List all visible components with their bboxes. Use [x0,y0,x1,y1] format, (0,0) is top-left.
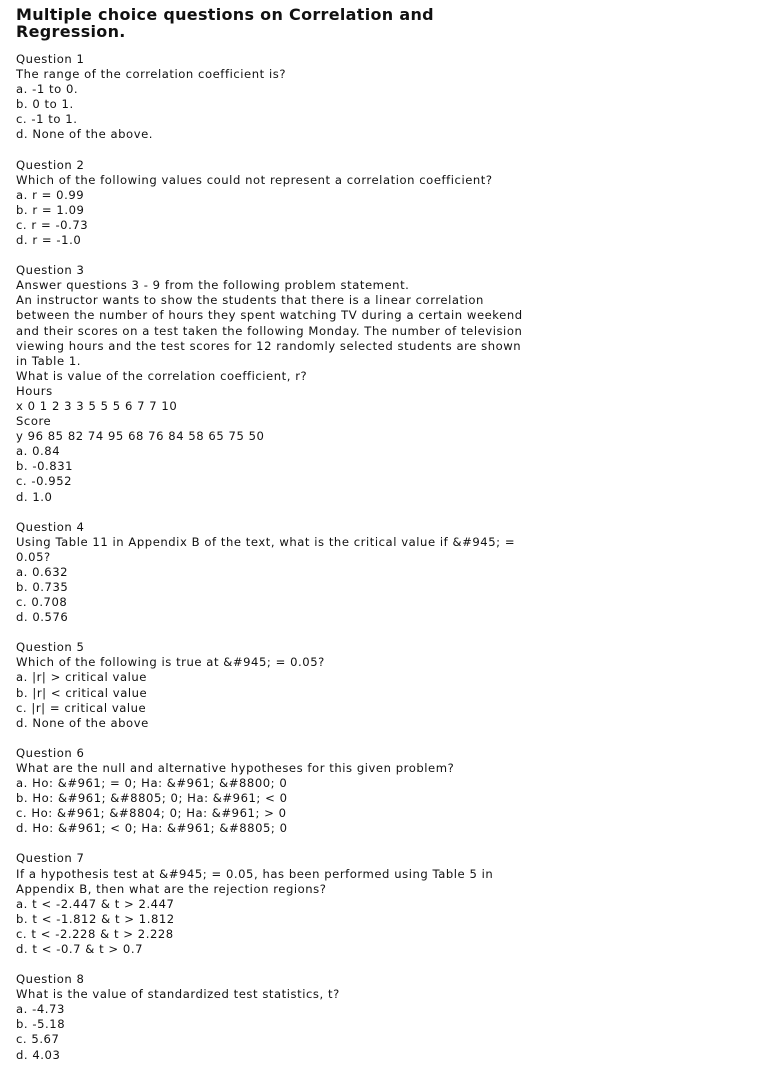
option-c: c. -0.952 [16,474,73,489]
question-2 [16,158,756,249]
option-b: b. Ho: &#961; &#8805; 0; Ha: &#961; < 0 [16,791,288,806]
option-a: a. -1 to 0. [16,82,79,97]
question-heading: Question 4 [16,519,85,534]
option-c: c. t < -2.228 & t > 2.228 [16,926,174,941]
option-b: b. |r| < critical value [16,685,148,700]
question-heading: Question 6 [16,745,85,760]
question-text: What are the null and alternative hypotheses for this given problem? [16,760,455,775]
title-line: Regression. [16,22,126,41]
question-heading: Question 2 [16,157,85,172]
question-text: in Table 1. [16,353,82,368]
option-d: d. Ho: &#961; < 0; Ha: &#961; &#8805; 0 [16,821,288,836]
option-c: c. Ho: &#961; &#8804; 0; Ha: &#961; > 0 [16,806,287,821]
question-1 [16,52,756,143]
question-text: Appendix B, then what are the rejection regions? [16,881,327,896]
question-8 [16,972,756,1063]
option-a: a. Ho: &#961; = 0; Ha: &#961; &#8800; 0 [16,776,288,791]
table-row-y: y 96 85 82 74 95 68 76 84 58 65 75 50 [16,429,265,444]
question-text: between the number of hours they spent watching TV during a certain weekend [16,308,523,323]
question-heading: Question 1 [16,52,85,66]
question-text: If a hypothesis test at &#945; = 0.05, has been performed using Table 5 in [16,866,494,881]
question-text: 0.05? [16,549,51,564]
question-text: Which of the following is true at &#945; = 0.05? [16,655,325,670]
option-a: a. -4.73 [16,1002,65,1017]
option-b: b. 0 to 1. [16,97,74,112]
option-a: a. |r| > critical value [16,670,147,685]
question-text: What is the value of standardized test statistics, t? [16,987,340,1002]
question-4 [16,520,756,626]
option-b: b. r = 1.09 [16,202,85,217]
option-a: a. t < -2.447 & t > 2.447 [16,896,175,911]
question-text: An instructor wants to show the students that there is a linear correlation [16,293,484,308]
question-5 [16,640,756,731]
option-c: c. -1 to 1. [16,112,78,127]
question-text: What is value of the correlation coefficient, r? [16,368,308,383]
option-b: b. -5.18 [16,1017,66,1032]
option-a: a. 0.632 [16,564,69,579]
document-title [16,6,756,40]
option-d: d. None of the above. [16,127,154,142]
question-text: Using Table 11 in Appendix B of the text, what is the critical value if &#945; = [16,534,516,549]
document-page [16,6,756,1078]
option-d: d. t < -0.7 & t > 0.7 [16,941,144,956]
option-c: c. |r| = critical value [16,700,147,715]
option-c: c. r = -0.73 [16,217,89,232]
option-d: d. 1.0 [16,489,53,504]
option-b: b. t < -1.812 & t > 1.812 [16,911,175,926]
table-label-score: Score [16,414,52,429]
question-3 [16,263,756,505]
question-text: Which of the following values could not represent a correlation coefficient? [16,172,493,187]
table-label-hours: Hours [16,383,53,398]
question-text: and their scores on a test taken the following Monday. The number of television [16,323,523,338]
option-b: b. 0.735 [16,580,69,594]
question-heading: Question 5 [16,640,85,655]
option-b: b. -0.831 [16,459,74,474]
table-row-x: x 0 1 2 3 3 5 5 5 6 7 7 10 [16,398,178,413]
option-d: d. r = -1.0 [16,233,82,248]
question-text: The range of the correlation coefficient is? [16,67,287,82]
title-line: Multiple choice questions on Correlation and [16,5,434,24]
question-text: Answer questions 3 - 9 from the following problem statement. [16,278,410,293]
option-c: c. 5.67 [16,1032,60,1047]
question-heading: Question 8 [16,972,85,987]
option-d: d. None of the above [16,715,149,730]
question-text: viewing hours and the test scores for 12 randomly selected students are shown [16,338,522,353]
question-heading: Question 3 [16,263,85,278]
option-d: d. 4.03 [16,1047,61,1062]
option-a: a. 0.84 [16,444,61,459]
question-7 [16,851,756,957]
option-c: c. 0.708 [16,595,68,610]
question-heading: Question 7 [16,851,85,866]
question-6 [16,746,756,837]
option-d: d. 0.576 [16,610,69,625]
option-a: a. r = 0.99 [16,187,85,202]
